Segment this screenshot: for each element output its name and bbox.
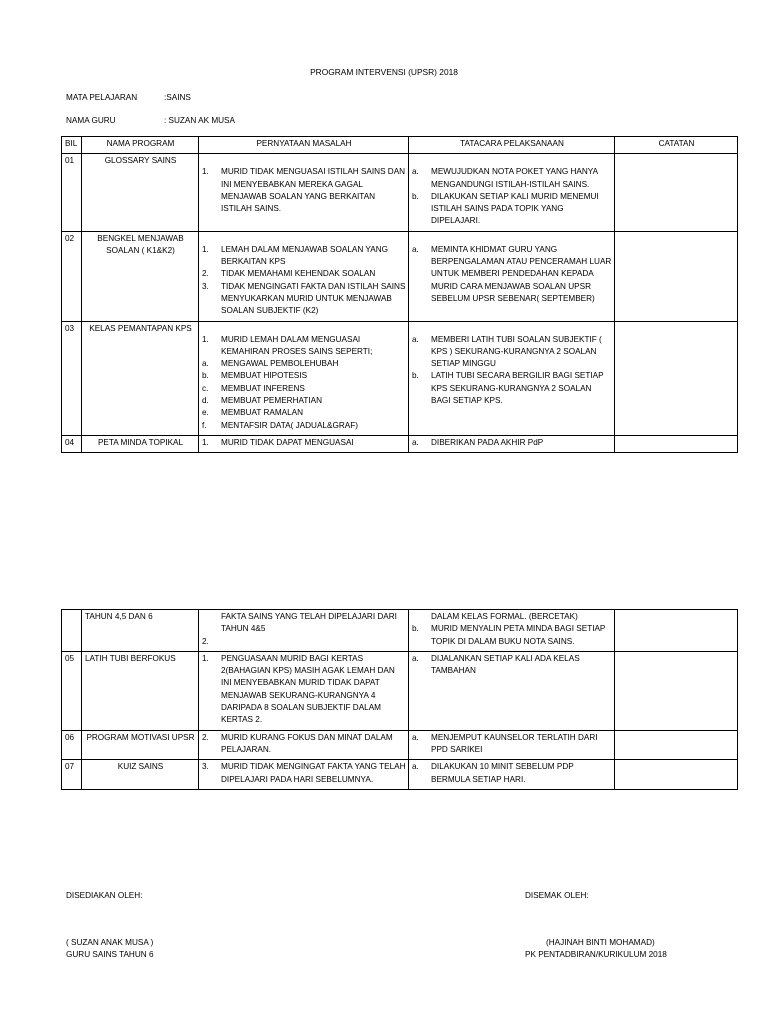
list-text: DILAKUKAN 10 MINIT SEBELUM PDP BERMULA SETIAP HARI. — [431, 762, 574, 784]
list-text: DIJALANKAN SETIAP KALI ADA KELAS TAMBAHAN — [431, 653, 580, 676]
cell-program: BENGKEL MENJAWAB SOALAN ( K1&K2) — [82, 231, 199, 321]
procedure-item-list — [412, 761, 612, 786]
list-text: FAKTA SAINS YANG TELAH DIPELAJARI DARI TAHUN 4&5 — [221, 612, 397, 634]
list-text: MURID TIDAK DAPAT MENGUASAI — [221, 437, 354, 447]
table-row — [62, 760, 738, 790]
list-marker: b. — [412, 371, 419, 381]
problem-item — [202, 761, 406, 786]
cell-procedure — [409, 154, 615, 231]
cell-program: KELAS PEMANTAPAN KPS — [82, 321, 199, 435]
column-header-problem: PERNYATAAN MASALAH — [199, 137, 409, 154]
list-text: LEMAH DALAM MENJAWAB SOALAN YANG BERKAITAN KPS — [221, 244, 388, 267]
problem-item — [202, 653, 406, 727]
procedure-item — [412, 437, 612, 449]
list-text: MEMBUAT INFERENS — [221, 383, 305, 393]
list-marker: b. — [202, 371, 209, 381]
cell-procedure — [409, 730, 615, 760]
procedure-item — [412, 166, 612, 191]
problem-item — [202, 358, 406, 370]
list-marker: c. — [202, 383, 209, 393]
list-marker: b. — [412, 191, 419, 201]
cell-problem — [199, 231, 409, 321]
cell-program: KUIZ SAINS — [82, 760, 199, 790]
list-marker: 1. — [202, 334, 209, 344]
prepared-by-role: GURU SAINS TAHUN 6 — [66, 950, 154, 959]
cell-problem — [199, 435, 409, 452]
teacher-value: : SUZAN AK MUSA — [164, 116, 235, 125]
problem-item-list — [202, 653, 406, 727]
cell-program: LATIH TUBI BERFOKUS — [82, 651, 199, 730]
procedure-item — [412, 244, 612, 305]
cell-bil: 05 — [62, 651, 82, 730]
procedure-item-list — [412, 244, 612, 305]
procedure-item — [412, 761, 612, 786]
cell-program: PROGRAM MOTIVASI UPSR — [82, 730, 199, 760]
list-marker: a. — [412, 244, 419, 254]
subject-label: MATA PELAJARAN — [66, 93, 138, 102]
list-text: MEMBUAT PEMERHATIAN — [221, 396, 322, 406]
cell-notes — [615, 760, 738, 790]
problem-item-list — [202, 761, 406, 786]
cell-procedure — [409, 651, 615, 730]
cell-procedure — [409, 760, 615, 790]
subject-value: :SAINS — [164, 93, 191, 102]
procedure-item — [412, 611, 612, 623]
cell-program: TAHUN 4,5 DAN 6 — [82, 610, 199, 652]
checked-by-role: PK PENTADBIRAN/KURIKULUM 2018 — [525, 950, 667, 959]
cell-notes — [615, 435, 738, 452]
problem-item — [202, 244, 406, 269]
list-text: MURID LEMAH DALAM MENGUASAI KEMAHIRAN PROSES SAINS SEPERTI; — [221, 334, 373, 356]
cell-notes — [615, 730, 738, 760]
list-marker: 1. — [202, 244, 209, 254]
procedure-item-list — [412, 166, 612, 227]
list-text: MURID KURANG FOKUS DAN MINAT DALAM PELAJARAN. — [221, 732, 393, 754]
problem-item — [202, 166, 406, 215]
cell-notes — [615, 154, 738, 231]
problem-item-list — [202, 732, 406, 757]
cell-notes — [615, 321, 738, 435]
problem-item — [202, 334, 406, 359]
cell-procedure — [409, 231, 615, 321]
list-text: DILAKUKAN SETIAP KALI MURID MENEMUI ISTILAH SAINS PADA TOPIK YANG DIPELAJARI. — [431, 191, 599, 226]
column-header-procedure: TATACARA PELAKSANAAN — [409, 137, 615, 154]
list-marker: a. — [202, 359, 209, 369]
table-row — [62, 321, 738, 435]
problem-item — [202, 437, 406, 449]
cell-bil: 04 — [62, 435, 82, 452]
list-text: MEMBUAT HIPOTESIS — [221, 371, 308, 381]
cell-program: PETA MINDA TOPIKAL — [82, 435, 199, 452]
cell-bil: 02 — [62, 231, 82, 321]
procedure-item-list — [412, 334, 612, 408]
problem-item — [202, 407, 406, 419]
problem-item — [202, 268, 406, 280]
list-marker: a. — [412, 732, 419, 742]
document-title: PROGRAM INTERVENSI (UPSR) 2018 — [310, 67, 458, 77]
list-marker: 3. — [202, 762, 209, 772]
list-text: MURID TIDAK MENGINGAT FAKTA YANG TELAH DIPELAJARI PADA HARI SEBELUMNYA. — [221, 762, 406, 784]
table-row — [62, 610, 738, 652]
list-marker: 2. — [202, 636, 209, 646]
cell-problem — [199, 651, 409, 730]
list-text: MEMINTA KHIDMAT GURU YANG BERPENGALAMAN ATAU PENCERAMAH LUAR UNTUK MEMBERI PENDEDAHAN KEPADA MURID CARA MENJAWAB SOALAN UPSR SEBELUM UPSR SEBENAR( SEPTEMBER) — [431, 244, 612, 303]
table-row — [62, 730, 738, 760]
cell-problem — [199, 610, 409, 652]
list-text: MURID MENYALIN PETA MINDA BAGI SETIAP TOPIK DI DALAM BUKU NOTA SAINS. — [431, 624, 606, 646]
cell-notes — [615, 651, 738, 730]
cell-bil — [62, 610, 82, 652]
list-marker: d. — [202, 396, 209, 406]
list-text: TIDAK MEMAHAMI KEHENDAK SOALAN — [221, 269, 376, 279]
cell-program: GLOSSARY SAINS — [82, 154, 199, 231]
list-marker: a. — [412, 653, 419, 663]
problem-item — [202, 395, 406, 407]
list-marker: 2. — [202, 732, 209, 742]
list-marker: 1. — [202, 653, 209, 663]
cell-problem — [199, 760, 409, 790]
list-marker: a. — [412, 167, 419, 177]
intervention-table-continued — [61, 609, 738, 790]
problem-item — [202, 732, 406, 757]
checked-by-name: (HAJINAH BINTI MOHAMAD) — [546, 938, 655, 947]
list-text: MEMBUAT RAMALAN — [221, 408, 304, 418]
table-row — [62, 435, 738, 452]
problem-item — [202, 370, 406, 382]
table-header-row — [62, 137, 738, 154]
table-row — [62, 231, 738, 321]
table-row — [62, 154, 738, 231]
problem-item — [202, 281, 406, 318]
list-text: MENGAWAL PEMBOLEHUBAH — [221, 359, 339, 369]
list-marker: a. — [412, 762, 419, 772]
problem-item-list — [202, 611, 406, 646]
list-marker: 3. — [202, 281, 209, 291]
cell-bil: 07 — [62, 760, 82, 790]
problem-item — [202, 383, 406, 395]
cell-problem — [199, 321, 409, 435]
list-text: DALAM KELAS FORMAL. (BERCETAK) — [431, 612, 578, 621]
list-marker: b. — [412, 624, 419, 634]
list-text: MENTAFSIR DATA( JADUAL&GRAF) — [221, 420, 358, 430]
column-header-notes: CATATAN — [615, 137, 738, 154]
list-text: TIDAK MENGINGATI FAKTA DAN ISTILAH SAINS MENYUKARKAN MURID UNTUK MENJAWAB SOALAN SUBJEKTIF (K2) — [221, 281, 406, 316]
table-row — [62, 651, 738, 730]
procedure-item — [412, 732, 612, 757]
list-text: LATIH TUBI SECARA BERGILIR BAGI SETIAP KPS SEKURANG-KURANGNYA 2 SOALAN BAGI SETIAP KPS. — [431, 371, 604, 406]
column-header-bil: BIL — [62, 137, 82, 154]
cell-bil: 03 — [62, 321, 82, 435]
cell-bil: 01 — [62, 154, 82, 231]
list-marker: a. — [412, 334, 419, 344]
list-marker: a. — [412, 437, 419, 447]
procedure-item-list — [412, 732, 612, 757]
list-text: MEWUJUDKAN NOTA POKET YANG HANYA MENGANDUNGI ISTILAH-ISTILAH SAINS. — [431, 167, 598, 189]
cell-problem — [199, 730, 409, 760]
problem-item — [202, 420, 406, 432]
intervention-table — [61, 136, 738, 453]
list-text: MENJEMPUT KAUNSELOR TERLATIH DARI PPD SARIKEI — [431, 732, 598, 754]
cell-problem — [199, 154, 409, 231]
procedure-item — [412, 653, 612, 678]
list-text: PENGUASAAN MURID BAGI KERTAS 2(BAHAGIAN KPS) MASIH AGAK LEMAH DAN INI MENYEBABKAN MURID TIDAK DAPAT MENJAWAB SEKURANG-KURANGNYA 4 DARIPADA 8 SOALAN SUBJEKTIF DALAM KERTAS 2. — [221, 653, 395, 725]
prepared-by-label: DISEDIAKAN OLEH: — [66, 891, 143, 900]
procedure-item — [412, 623, 612, 648]
problem-item-list — [202, 437, 406, 449]
procedure-item — [412, 370, 612, 407]
list-text: DIBERIKAN PADA AKHIR PdP — [431, 437, 544, 447]
problem-item — [202, 611, 406, 636]
list-marker: 1. — [202, 437, 209, 447]
cell-notes — [615, 231, 738, 321]
list-marker: f. — [202, 420, 207, 430]
cell-notes — [615, 610, 738, 652]
procedure-item — [412, 334, 612, 371]
procedure-item-list — [412, 653, 612, 678]
teacher-label: NAMA GURU — [66, 116, 116, 125]
checked-by-label: DISEMAK OLEH: — [525, 891, 589, 900]
procedure-item-list — [412, 437, 612, 449]
cell-bil: 06 — [62, 730, 82, 760]
procedure-item-list — [412, 611, 612, 648]
list-marker: 1. — [202, 167, 209, 177]
list-marker: e. — [202, 408, 209, 418]
problem-item-list — [202, 334, 406, 432]
list-marker: 2. — [202, 269, 209, 279]
prepared-by-name: ( SUZAN ANAK MUSA ) — [66, 938, 154, 947]
cell-procedure — [409, 321, 615, 435]
list-text: MEMBERI LATIH TUBI SOALAN SUBJEKTIF ( KPS ) SEKURANG-KURANGNYA 2 SOALAN SETIAP MINGGU — [431, 334, 602, 369]
list-text: MURID TIDAK MENGUASAI ISTILAH SAINS DAN INI MENYEBABKAN MEREKA GAGAL MENJAWAB SOALAN YANG BERKAITAN ISTILAH SAINS. — [221, 167, 406, 214]
cell-procedure — [409, 435, 615, 452]
cell-procedure — [409, 610, 615, 652]
problem-item-list — [202, 166, 406, 215]
column-header-program: NAMA PROGRAM — [82, 137, 199, 154]
problem-item-list — [202, 244, 406, 318]
procedure-item — [412, 191, 612, 228]
